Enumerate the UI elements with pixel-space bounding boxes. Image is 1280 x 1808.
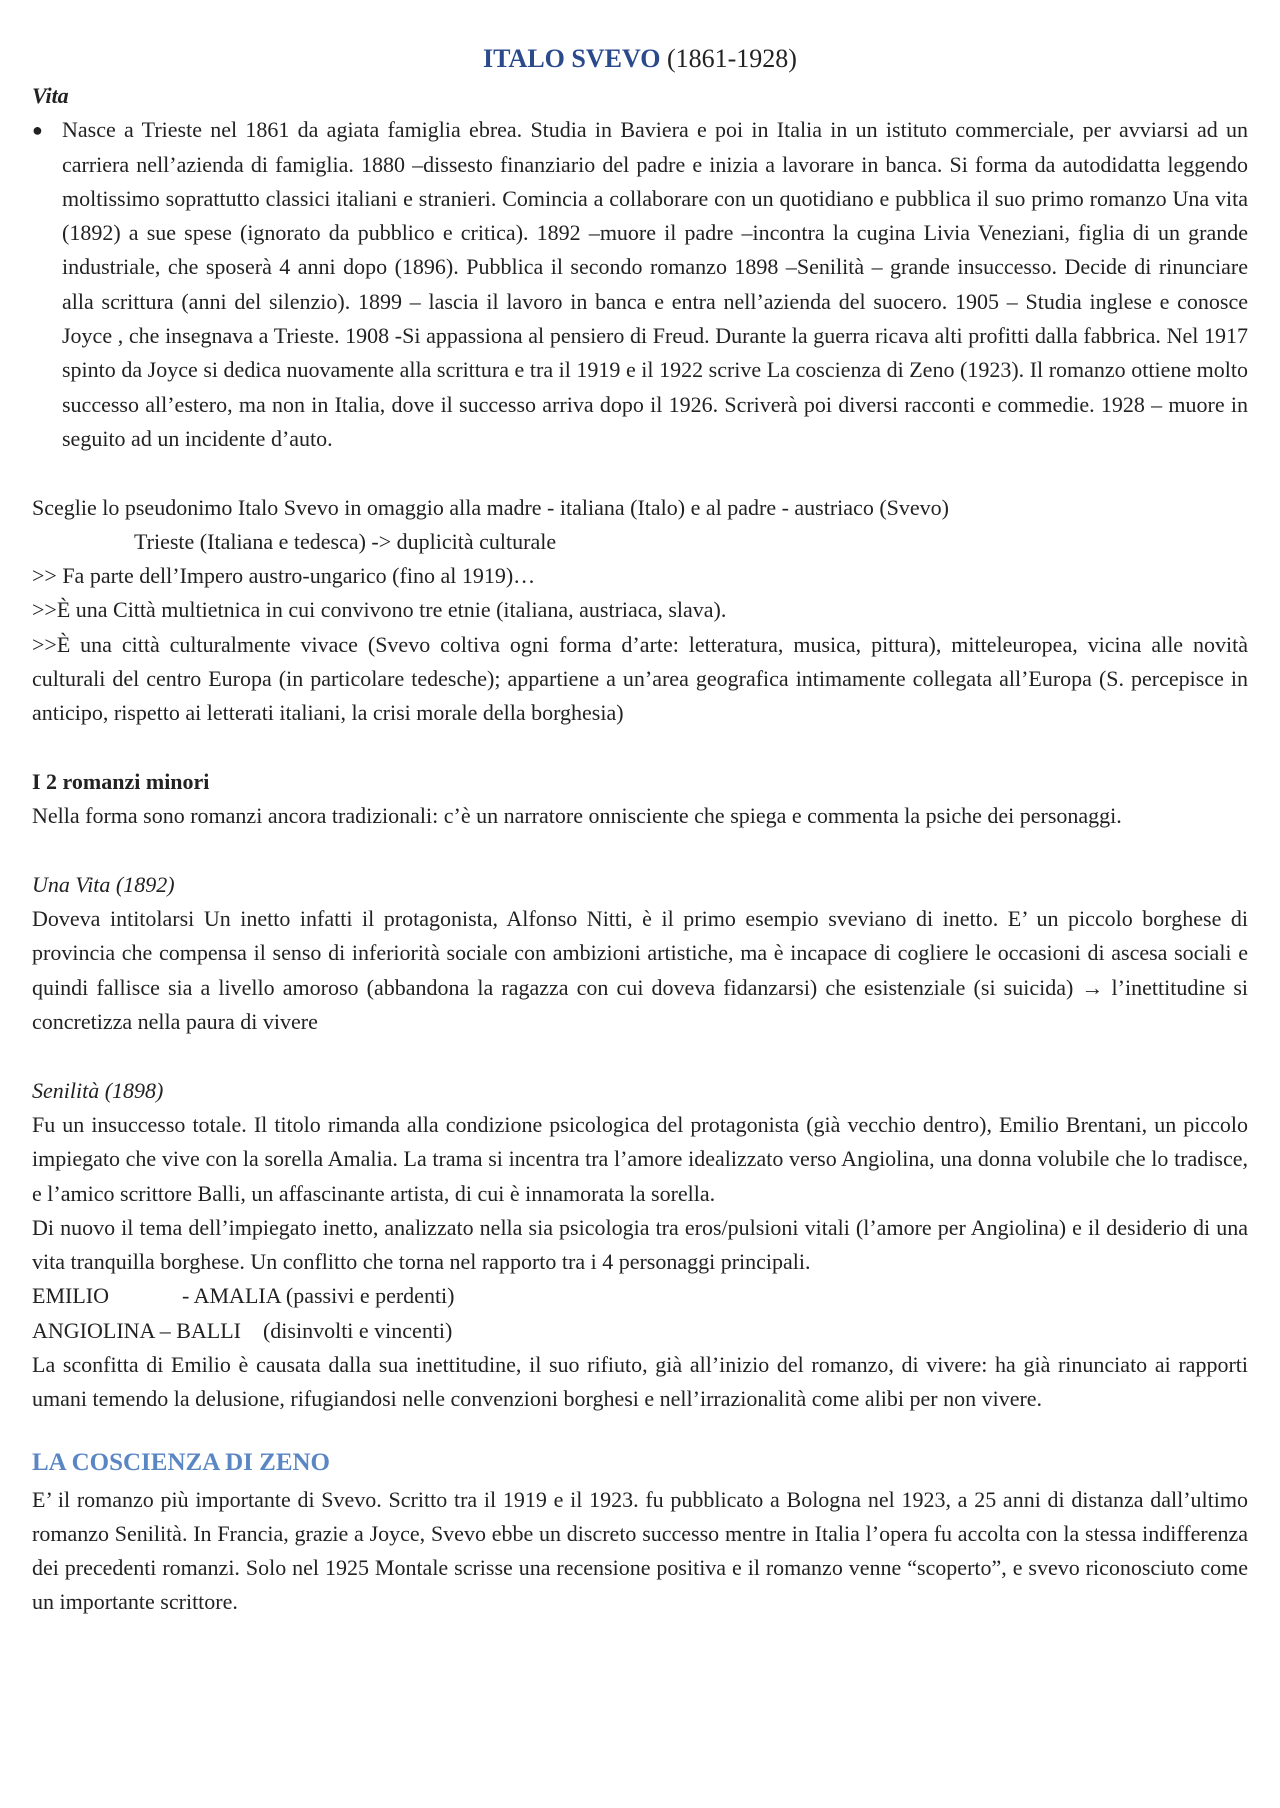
impero-line: >> Fa parte dell’Impero austro-ungarico (fino al 1919)… — [32, 563, 536, 589]
vivace-line: >>È una città culturalmente vivace (Svevo coltiva ogni forma d’arte: letteratura, musica, pittura), mitteleuropea, vicina alle novità culturali del centro Europa (in particolare tedesche); appartiene a un’area geografica intimamente collegata all’Europa (S. percepisce in anticipo, rispetto ai letterati italiani, la crisi morale della borghesia) — [32, 631, 1248, 726]
character-angiolina-balli: ANGIOLINA – BALLI — [32, 1317, 241, 1343]
romanzi-minori-heading: I 2 romanzi minori — [32, 768, 210, 794]
vita-text: Nasce a Trieste nel 1861 da agiata famiglia ebrea. Studia in Baviera e poi in Italia in un istituto commerciale, per avviarsi ad un carriera nell’azienda di famiglia. 1880 –dissesto finanziario del padre e inizia a lavorare in banca. Si forma da autodidatta leggendo moltissimo soprattutto classici italiani e stranieri. Comincia a collaborare con un quotidiano e pubblica il suo primo romanzo Una vita (1892) a sue spese (ignorato da pubblico e critica). 1892 –muore il padre –incontra la cugina Livia Veneziani, figlia di un grande industriale, che sposerà 4 anni dopo (1896). Pubblica il secondo romanzo 1898 –Senilità – grande insuccesso. Decide di rinunciare alla scrittura (anni del silenzio). 1899 – lascia il lavoro in banca e entra nell’azienda del suocero. 1905 – Studia inglese e conosce Joyce , che insegnava a Trieste. 1908 -Si appassiona al pensiero di Freud. Durante la guerra ricava alti profitti dalla fabbrica. Nel 1917 spinto da Joyce si dedica nuovamente alla scrittura e tra il 1919 e il 1922 scrive La coscienza di Zeno (1923). Il romanzo ottiene molto successo all’estero, ma non in Italia, dove il successo arriva dopo il 1926. Scriverà poi diversi racconti e commedie. 1928 – muore in seguito ad un incidente d’auto. — [62, 117, 1248, 451]
una-vita-heading: Una Vita (1892) — [32, 871, 175, 897]
page-title — [32, 40, 1248, 78]
character-amalia: - AMALIA (passivi e perdenti) — [182, 1283, 455, 1309]
coscienza-heading: LA COSCIENZA DI ZENO — [32, 1448, 330, 1476]
characters-row-2 — [32, 1314, 1248, 1348]
vita-bullet — [32, 113, 1248, 456]
characters-row-1 — [32, 1279, 1248, 1313]
title-dates: (1861-1928) — [666, 44, 797, 73]
trieste-line: Trieste (Italiana e tedesca) -> duplicità culturale — [134, 528, 557, 554]
coscienza-text: E’ il romanzo più importante di Svevo. Scritto tra il 1919 e il 1923. fu pubblicato a Bologna nel 1923, a 25 anni di distanza dall’ultimo romanzo Senilità. In Francia, grazie a Joyce, Svevo ebbe un discreto successo mentre in Italia l’opera fu accolta con la stessa indifferenza dei precedenti romanzi. Solo nel 1925 Montale scrisse una recensione positiva e il romanzo venne “scoperto”, e svevo riconosciuto come un importante scrittore. — [32, 1486, 1248, 1615]
bullet-icon: ● — [32, 120, 43, 141]
senilita-text-1: Fu un insuccesso totale. Il titolo rimanda alla condizione psicologica del protagonista (già vecchio dentro), Emilio Brentani, un piccolo impiegato che vive con la sorella Amalia. La trama si incentra tra l’amore idealizzato verso Angiolina, una donna volubile che lo tradisce, e l’amico scrittore Balli, un affascinante artista, di cui è innamorata la sorella. — [32, 1111, 1248, 1206]
document-page — [32, 40, 1248, 1620]
multietnica-line: >>È una Città multietnica in cui convivono tre etnie (italiana, austriaca, slava). — [32, 597, 727, 623]
senilita-text-2: Di nuovo il tema dell’impiegato inetto, analizzato nella sia psicologia tra eros/pulsioni vitali (l’amore per Angiolina) e il desiderio di una vita tranquilla borghese. Un conflitto che torna nel rapporto tra i 4 personaggi principali. — [32, 1214, 1248, 1275]
senilita-text-3: La sconfitta di Emilio è causata dalla sua inettitudine, il suo rifiuto, già all’inizio del romanzo, di vivere: ha già rinunciato ai rapporti umani temendo la delusione, rifugiandosi nelle convenzioni borghesi e nell’irrazionalità come alibi per non vivere. — [32, 1351, 1248, 1412]
title-name: ITALO SVEVO — [483, 44, 661, 73]
romanzi-minori-text: Nella forma sono romanzi ancora tradizionali: c’è un narratore onnisciente che spiega e commenta la psiche dei personaggi. — [32, 803, 1122, 829]
character-emilio: EMILIO — [32, 1283, 109, 1309]
characters-note: (disinvolti e vincenti) — [262, 1317, 453, 1343]
pseudonimo-line: Sceglie lo pseudonimo Italo Svevo in omaggio alla madre - italiana (Italo) e al padre - austriaco (Svevo) — [32, 494, 949, 520]
una-vita-text: Doveva intitolarsi Un inetto infatti il protagonista, Alfonso Nitti, è il primo esempio sveviano di inetto. E’ un piccolo borghese di provincia che compensa il senso di inferiorità sociale con ambizioni artistiche, ma è incapace di cogliere le occasioni di ascesa sociali e quindi fallisce sia a livello amoroso (abbandona la ragazza con cui doveva fidanzarsi) che esistenziale (si suicida) → l’inettitudine si concretizza nella paura di vivere — [32, 906, 1248, 1035]
vita-heading: Vita — [32, 83, 69, 108]
senilita-heading: Senilità (1898) — [32, 1077, 164, 1103]
